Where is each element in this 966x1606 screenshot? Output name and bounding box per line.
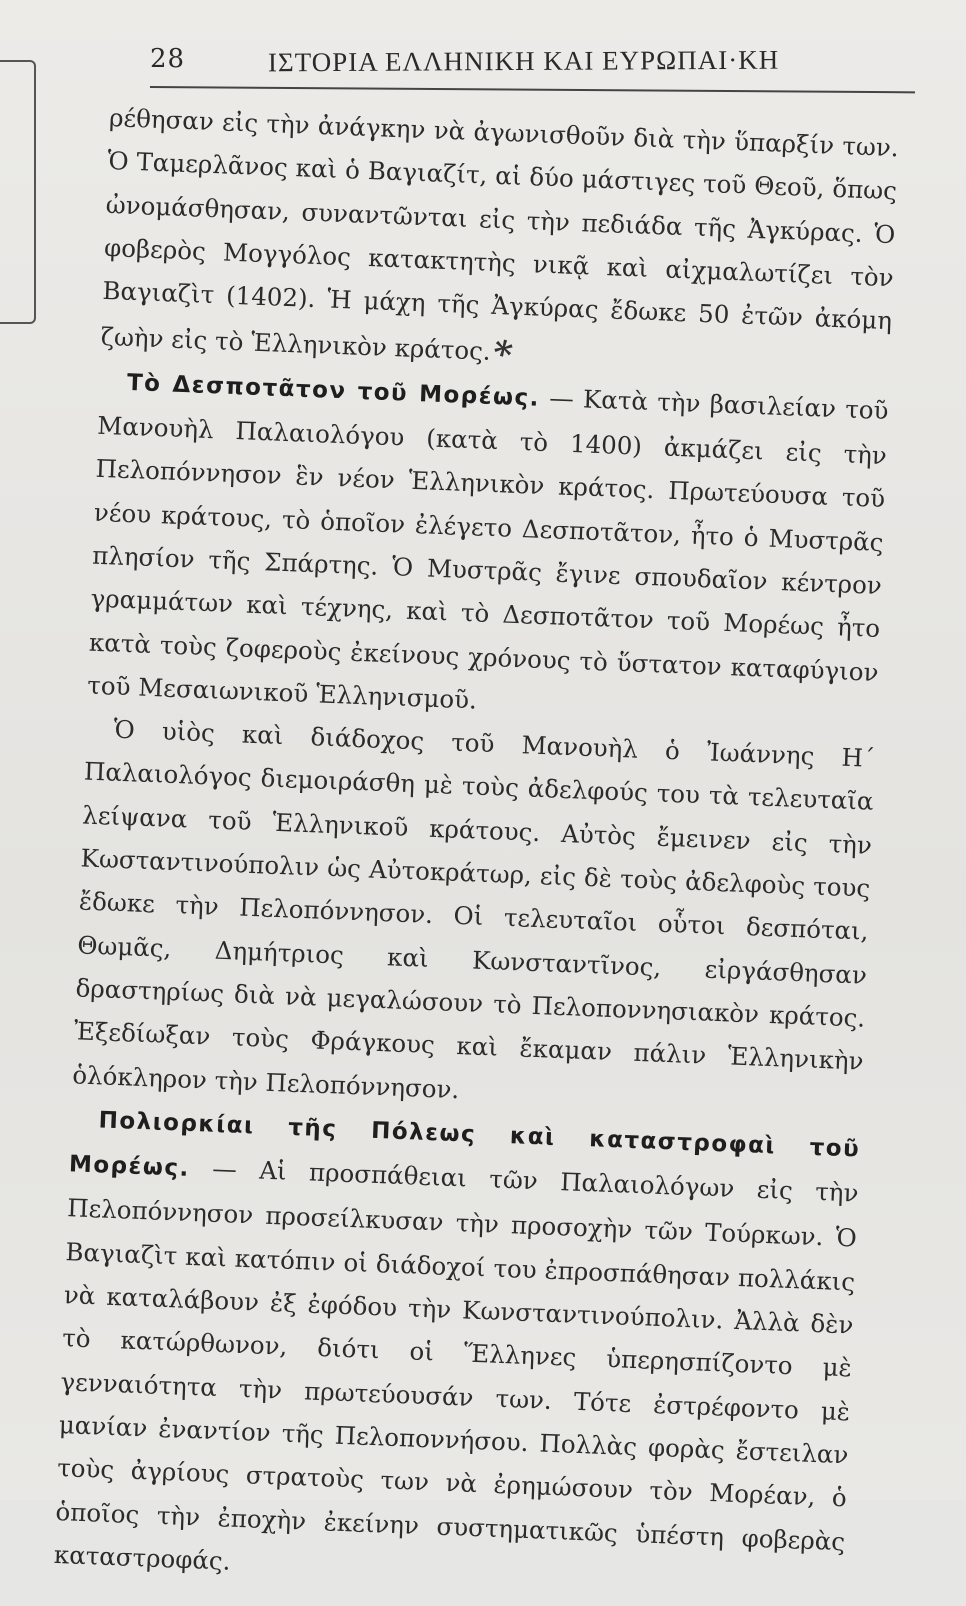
paragraph-3-text: Ὁ υἱὸς καὶ διάδοχος τοῦ Μανουὴλ ὁ Ἰωάννης Η΄ Παλαιολόγος διεμοιράσθη μὲ τοὺς ἀδελφούς του τὰ τελευταῖα λείψανα τοῦ Ἑλληνικοῦ κράτους. Αὐτὸς ἔμεινεν εἰς τὴν Κωσταντινούπολιν ὡς Αὐτοκράτωρ, εἰς δὲ τοὺς ἀδελφοὺς τους ἔδωκε τὴν Πελοπόννησον. Οἱ τελευταῖοι οὗτοι δεσπόται, Θωμᾶς, Δημήτριος καὶ Κωνσταντῖνος, εἰργάσθησαν δραστηρίως διὰ νὰ μεγαλώσουν τὸ Πελοποννησιακὸν κράτος. Ἐξεδίωξαν τοὺς Φράγκους καὶ ἔκαμαν πάλιν Ἑλληνικὴν ὁλόκληρον τὴν Πελοπόννησον. [71,714,876,1104]
header-rule [150,86,915,93]
page-number: 28 [150,44,186,74]
body-text [53,96,899,1606]
section-heading-sieges: Πολιορκίαι τῆς Πόλεως καὶ καταστροφαὶ τοῦ Μορέως. [68,1107,861,1182]
binding-edge [0,60,36,324]
section-heading-despotate: Τὸ Δεσποτᾶτον τοῦ Μορέως. [126,369,541,412]
asterisk-mark: * [487,332,517,378]
paragraph-1 [100,96,900,389]
paragraph-1-text: ρέθησαν εἰς τὴν ἀνάγκην νὰ ἀγωνισθοῦν διὰ τὴν ὕπαρξίν των. Ὁ Ταμερλᾶνος καὶ ὁ Βαγιαζίτ, αἱ δύο μάστιγες τοῦ Θεοῦ, ὅπως ὠνομάσθησαν, συναντῶνται εἰς τὴν πεδιάδα τῆς Ἀγκύρας. Ὁ φοβερὸς Μογγόλος κατακτητὴς νικᾷ καὶ αἰχμαλωτίζει τὸν Βαγιαζὶτ (1402). Ἡ μάχη τῆς Ἀγκύρας ἔδωκε 50 ἐτῶν ἀκόμη ζωὴν εἰς τὸ Ἑλληνικὸν κράτος. [100,102,900,367]
paragraph-4-text: — Αἱ προσπάθειαι τῶν Παλαιολόγων εἰς τὴν Πελοπόννησον προσείλκυσαν τὴν προσοχὴν τῶν Τούρκων. Ὁ Βαγιαζὶτ καὶ κατόπιν οἱ διάδοχοί του ἐπροσπάθησαν πολλάκις νὰ καταλάβουν ἐξ ἐφόδου τὴν Κωνσταντινούπολιν. Ἀλλὰ δὲν τὸ κατώρθωνον, διότι οἱ Ἕλληνες ὑπερησπίζοντο μὲ γενναιότητα τὴν πρωτεύουσάν των. Τότε ἐστρέφοντο μὲ μανίαν ἐναντίον τῆς Πελοποννήσου. Πολλὰς φορὰς ἔστειλαν τοὺς ἀγρίους στρατοὺς των νὰ ἐρημώσουν τὸν Μορέαν, ὁ ὁποῖος τὴν ἐποχὴν ἐκείνην συστηματικῶς ὑπέστη φοβερὰς καταστροφάς. [53,1152,859,1576]
paragraph-2 [87,359,890,737]
running-head: ΙΣΤΟΡΙΑ ΕΛΛΗΝΙΚΗ ΚΑΙ ΕΥΡΩΠΑΙ·ΚΗ [267,44,780,78]
page-header [150,36,910,96]
paragraph-4 [53,1096,861,1606]
paragraph-2-text: — Κατὰ τὴν βασιλείαν τοῦ Μανουὴλ Παλαιολόγου (κατὰ τὸ 1400) ἀκμάζει εἰς τὴν Πελοπόννησον ἓν νέον Ἑλληνικὸν κράτος. Πρωτεύουσα τοῦ νέου κράτους, τὸ ὁποῖον ἐλέγετο Δεσποτᾶτον, ἦτο ὁ Μυστρᾶς πλησίον τῆς Σπάρτης. Ὁ Μυστρᾶς ἔγινε σπουδαῖον κέντρον γραμμάτων καὶ τέχνης, καὶ τὸ Δεσποτᾶτον τοῦ Μορέως ἦτο κατὰ τοὺς ζοφεροὺς ἐκείνους χρόνους τὸ ὕστατον καταφύγιον τοῦ Μεσαιωνικοῦ Ἑλληνισμοῦ. [86,382,890,715]
paragraph-3 [72,707,876,1127]
